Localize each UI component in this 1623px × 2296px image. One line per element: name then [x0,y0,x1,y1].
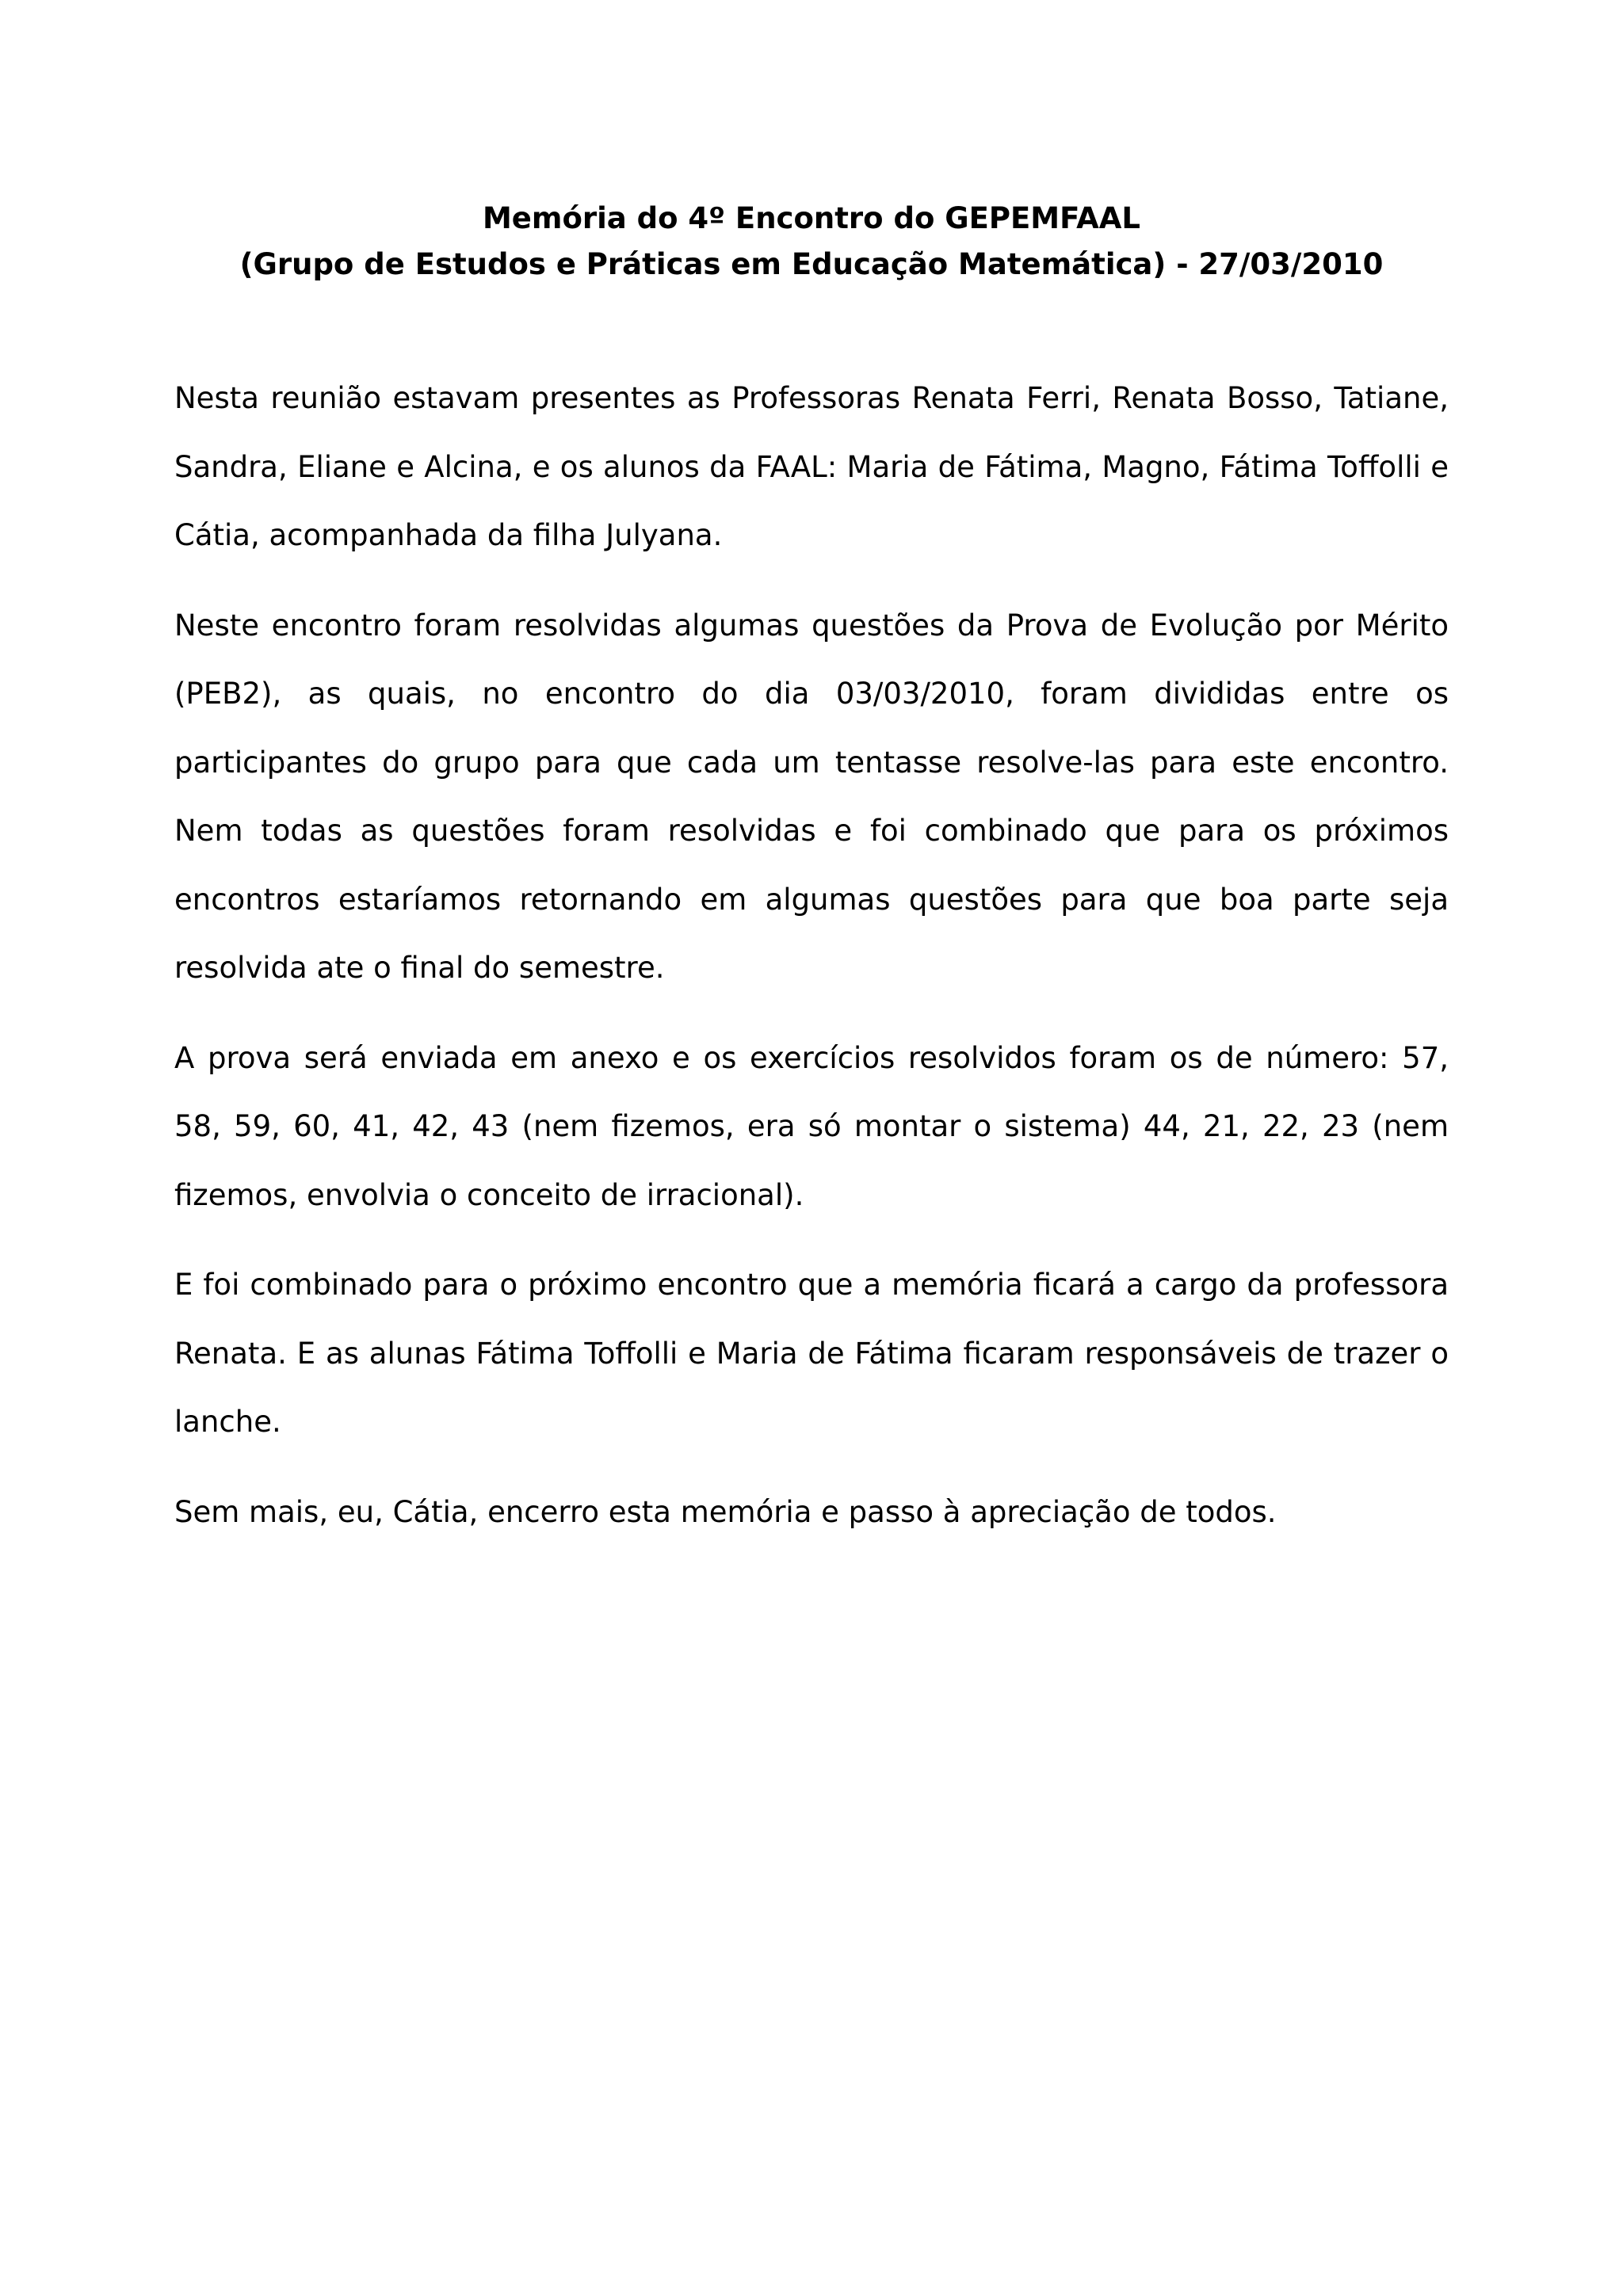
document-body [174,364,1449,1568]
paragraph-questions: Neste encontro foram resolvidas algumas questões da Prova de Evolução por Mérito (PEB2), as quais, no encontro do dia 03/03/2010, foram divididas entre os participantes do grupo para que cada um tentasse resolve-las para este encontro. Nem todas as questões foram resolvidas e foi combinado que para os próximos encontros estaríamos retornando em algumas questões para que boa parte seja resolvida ate o final do semestre. [174,608,1449,985]
paragraph-closing: Sem mais, eu, Cátia, encerro esta memória e passo à apreciação de todos. [174,1494,1277,1529]
document-title [174,196,1449,288]
paragraph-attendees: Nesta reunião estavam presentes as Professoras Renata Ferri, Renata Bosso, Tatiane, Sandra, Eliane e Alcina, e os alunos da FAAL: Maria de Fátima, Magno, Fátima Toffolli e Cátia, acompanhada da filha Julyana. [174,381,1449,552]
title-line-2: (Grupo de Estudos e Práticas em Educação Matemática) - 27/03/2010 [239,247,1384,281]
paragraph-next-meeting: E foi combinado para o próximo encontro que a memória ficará a cargo da professora Renata. E as alunas Fátima Toffolli e Maria de Fátima ficaram responsáveis de trazer o lanche. [174,1268,1449,1439]
title-line-1: Memória do 4º Encontro do GEPEMFAAL [482,201,1140,235]
paragraph-exercises: A prova será enviada em anexo e os exercícios resolvidos foram os de número: 57, 58, 59, 60, 41, 42, 43 (nem fizemos, era só montar o sistema) 44, 21, 22, 23 (nem fizemos, envolvia o conceito de irracional). [174,1040,1449,1212]
